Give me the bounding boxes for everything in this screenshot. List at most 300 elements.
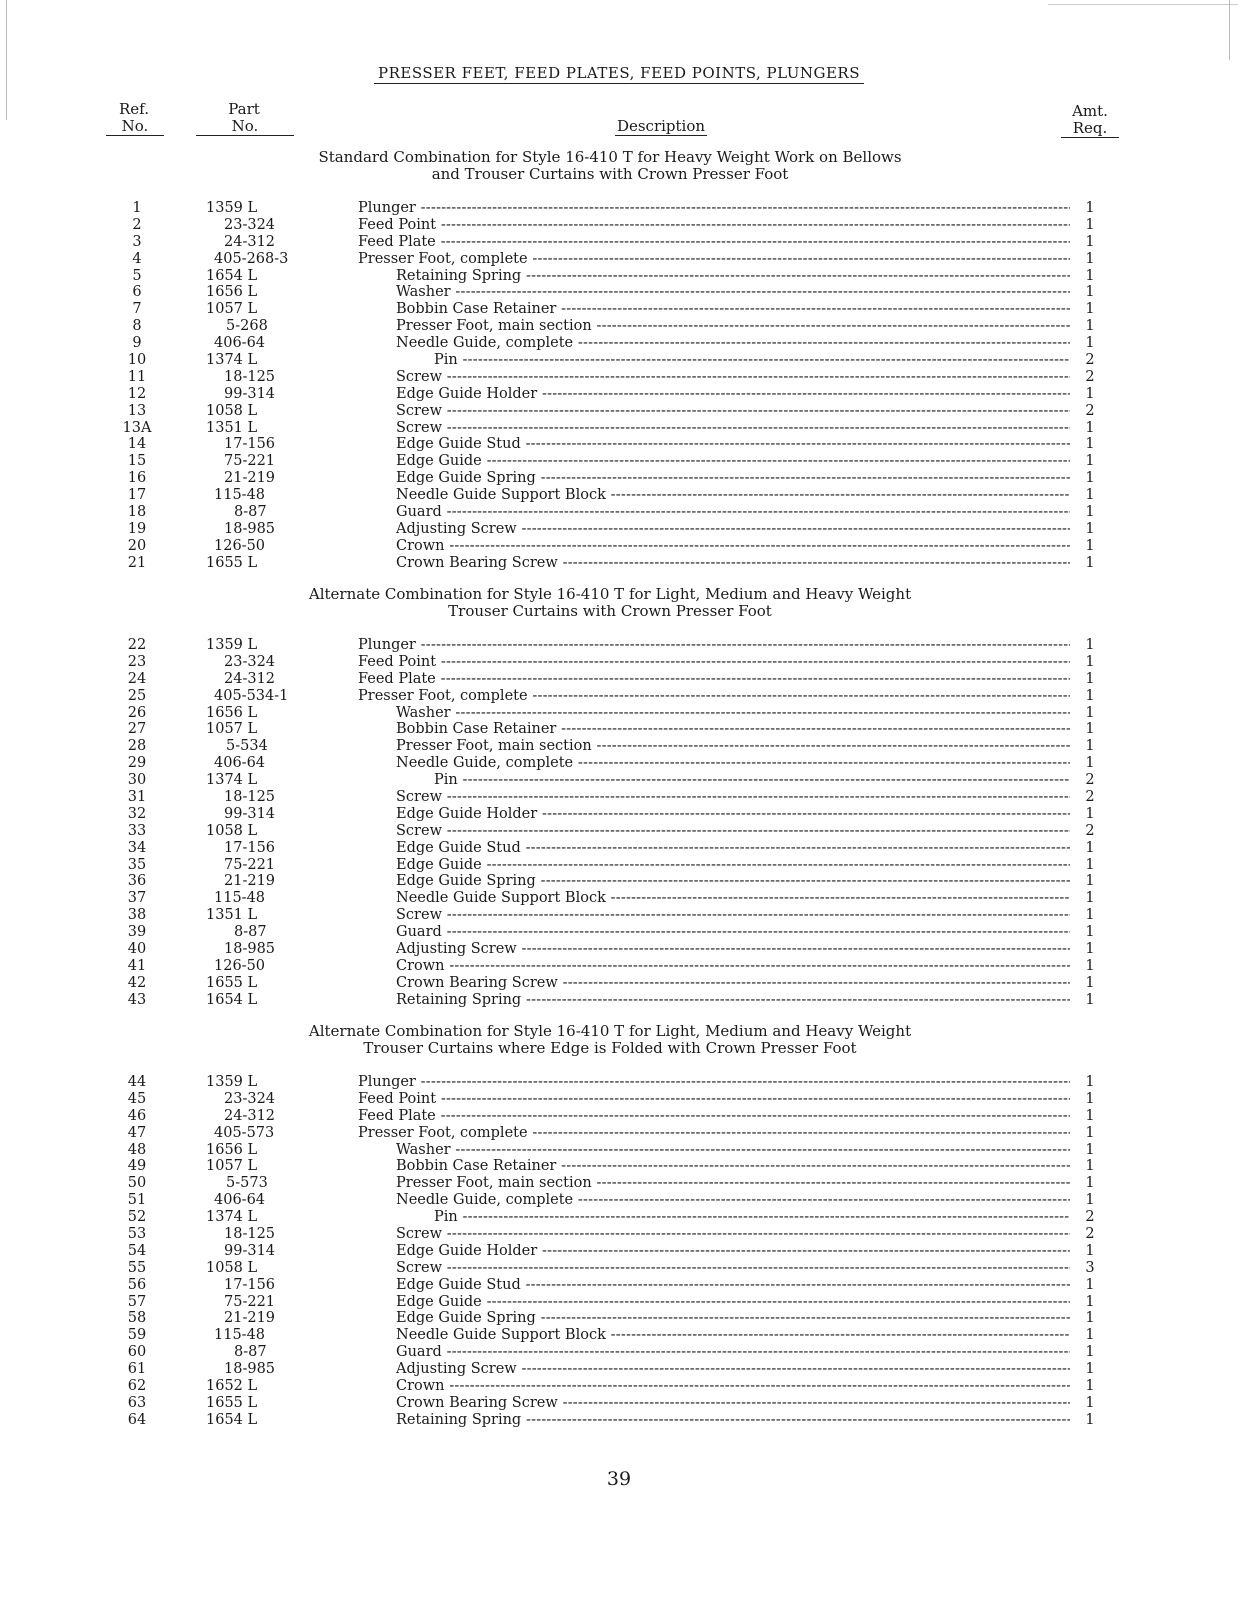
amount-required: 1 [1085, 1074, 1095, 1090]
part-description: Pin ----- [434, 1209, 1070, 1226]
parts-row [0, 200, 1238, 217]
amount-required: 3 [1085, 1259, 1095, 1276]
parts-row [0, 1260, 1238, 1277]
part-number: 18-125 [224, 1226, 276, 1243]
ref-number: 26 [127, 704, 147, 721]
part-description: Edge Guide ----- [396, 857, 1070, 874]
parts-row [0, 688, 1238, 705]
amount-required: 1 [1085, 301, 1095, 318]
part-number: 18-985 [224, 941, 276, 958]
part-description: Bobbin Case Retainer ----- [396, 301, 1070, 318]
section-1-title [240, 149, 980, 183]
amount-required: 1 [1085, 487, 1095, 504]
part-description: Screw ----- [396, 369, 1070, 386]
ref-number: 63 [127, 1394, 147, 1411]
amount-required: 1 [1085, 1107, 1095, 1124]
ref-number: 56 [127, 1276, 147, 1293]
parts-row [0, 1310, 1238, 1327]
amount-required: 2 [1085, 822, 1095, 839]
part-number: 1374 L [206, 772, 258, 789]
header-amt-req [1060, 103, 1120, 138]
part-description: Edge Guide Spring ----- [396, 1310, 1070, 1327]
amount-required: 1 [1085, 704, 1095, 721]
ref-number: 40 [127, 941, 147, 958]
part-number: 21-219 [224, 470, 276, 487]
parts-row [0, 318, 1238, 335]
scan-edge-right [1229, 0, 1230, 60]
part-description: Retaining Spring ----- [396, 1412, 1070, 1429]
parts-row [0, 1226, 1238, 1243]
header-part-no [196, 101, 292, 136]
part-number: 406-64 [214, 755, 266, 772]
part-number: 1359 L [206, 1074, 258, 1090]
amount-required: 1 [1085, 653, 1095, 670]
part-number: 1652 L [206, 1378, 258, 1395]
ref-number: 18 [127, 504, 147, 521]
parts-row [0, 268, 1238, 285]
parts-row [0, 772, 1238, 789]
ref-number: 12 [127, 385, 147, 402]
part-description: Edge Guide Stud ----- [396, 840, 1070, 857]
amount-required: 1 [1085, 267, 1095, 284]
amount-required: 1 [1085, 957, 1095, 974]
part-number: 17-156 [224, 839, 276, 856]
amount-required: 1 [1085, 890, 1095, 907]
amount-required: 1 [1085, 318, 1095, 335]
parts-row [0, 992, 1238, 1009]
part-description: Screw ----- [396, 1226, 1070, 1243]
part-number: 126-50 [214, 957, 266, 974]
part-description: Screw ----- [396, 420, 1070, 437]
part-description: Crown ----- [396, 958, 1070, 975]
ref-number: 44 [127, 1074, 147, 1090]
part-description: Needle Guide Support Block ----- [396, 1327, 1070, 1344]
part-description: Presser Foot, main section ----- [396, 318, 1070, 335]
ref-number: 9 [132, 335, 142, 352]
amount-required: 1 [1085, 1090, 1095, 1107]
amount-required: 2 [1085, 789, 1095, 806]
amount-required: 1 [1085, 924, 1095, 941]
ref-number: 17 [127, 487, 147, 504]
ref-number: 1 [132, 200, 142, 216]
part-description: Plunger ----- [358, 637, 1070, 654]
part-description: Feed Plate ----- [358, 234, 1070, 251]
parts-row [0, 352, 1238, 369]
part-number: 18-125 [224, 368, 276, 385]
part-description: Edge Guide Holder ----- [396, 1243, 1070, 1260]
part-description: Crown Bearing Screw ----- [396, 555, 1070, 572]
ref-number: 64 [127, 1411, 147, 1428]
part-number: 1359 L [206, 637, 258, 653]
part-number: 8-87 [234, 924, 267, 941]
page-title-text: PRESSER FEET, FEED PLATES, FEED POINTS, PLUNGERS [374, 64, 864, 84]
ref-number: 31 [127, 789, 147, 806]
part-description: Crown Bearing Screw ----- [396, 975, 1070, 992]
amount-required: 1 [1085, 991, 1095, 1008]
part-description: Edge Guide ----- [396, 1294, 1070, 1311]
part-number: 75-221 [224, 1293, 276, 1310]
part-description: Adjusting Screw ----- [396, 521, 1070, 538]
amount-required: 1 [1085, 419, 1095, 436]
ref-number: 4 [132, 250, 142, 267]
parts-row [0, 217, 1238, 234]
section-2-title [240, 586, 980, 620]
part-description: Edge Guide Holder ----- [396, 806, 1070, 823]
amount-required: 1 [1085, 335, 1095, 352]
part-number: 5-534 [226, 738, 268, 755]
part-number: 18-985 [224, 1361, 276, 1378]
part-description: Screw ----- [396, 403, 1070, 420]
part-number: 1655 L [206, 974, 258, 991]
parts-row [0, 1378, 1238, 1395]
amount-required: 1 [1085, 1141, 1095, 1158]
amount-required: 1 [1085, 470, 1095, 487]
parts-row [0, 1327, 1238, 1344]
ref-number: 35 [127, 856, 147, 873]
parts-row [0, 806, 1238, 823]
page-title [0, 64, 1238, 82]
parts-row [0, 840, 1238, 857]
ref-number: 59 [127, 1327, 147, 1344]
amount-required: 1 [1085, 1310, 1095, 1327]
parts-row [0, 789, 1238, 806]
part-number: 1057 L [206, 301, 258, 318]
ref-number: 41 [127, 957, 147, 974]
parts-row [0, 671, 1238, 688]
section-3-title-line-1: Alternate Combination for Style 16-410 T for Light, Medium and Heavy Weight [308, 1022, 912, 1040]
ref-number: 30 [127, 772, 147, 789]
ref-number: 62 [127, 1378, 147, 1395]
scan-edge-top [1048, 4, 1238, 5]
part-description: Crown Bearing Screw ----- [396, 1395, 1070, 1412]
amount-required: 1 [1085, 839, 1095, 856]
amount-required: 1 [1085, 453, 1095, 470]
ref-number: 8 [132, 318, 142, 335]
amount-required: 1 [1085, 805, 1095, 822]
parts-row [0, 1412, 1238, 1429]
part-description: Edge Guide ----- [396, 453, 1070, 470]
part-number: 99-314 [224, 805, 276, 822]
ref-number: 13 [127, 402, 147, 419]
section-2-rows [0, 637, 1238, 1009]
ref-number: 33 [127, 822, 147, 839]
parts-row [0, 755, 1238, 772]
part-number: 1654 L [206, 1411, 258, 1428]
amount-required: 2 [1085, 772, 1095, 789]
part-description: Screw ----- [396, 789, 1070, 806]
part-number: 406-64 [214, 335, 266, 352]
part-number: 1656 L [206, 284, 258, 301]
amount-required: 1 [1085, 941, 1095, 958]
part-description: Crown ----- [396, 1378, 1070, 1395]
parts-row [0, 1074, 1238, 1091]
ref-number: 47 [127, 1124, 147, 1141]
parts-row [0, 873, 1238, 890]
part-number: 8-87 [234, 504, 267, 521]
part-description: Screw ----- [396, 907, 1070, 924]
part-number: 8-87 [234, 1344, 267, 1361]
ref-number: 15 [127, 453, 147, 470]
amount-required: 2 [1085, 402, 1095, 419]
parts-row [0, 1091, 1238, 1108]
amount-required: 1 [1085, 1411, 1095, 1428]
header-part-line-2: No. [196, 118, 294, 136]
part-number: 17-156 [224, 436, 276, 453]
part-description: Plunger ----- [358, 1074, 1070, 1091]
ref-number: 42 [127, 974, 147, 991]
section-1-rows [0, 200, 1238, 572]
parts-row [0, 420, 1238, 437]
amount-required: 1 [1085, 1293, 1095, 1310]
ref-number: 37 [127, 890, 147, 907]
amount-required: 1 [1085, 738, 1095, 755]
part-description: Bobbin Case Retainer ----- [396, 721, 1070, 738]
part-number: 24-312 [224, 233, 276, 250]
ref-number: 22 [127, 637, 147, 653]
ref-number: 16 [127, 470, 147, 487]
ref-number: 32 [127, 805, 147, 822]
part-description: Presser Foot, complete ----- [358, 251, 1070, 268]
part-description: Retaining Spring ----- [396, 992, 1070, 1009]
ref-number: 51 [127, 1192, 147, 1209]
amount-required: 1 [1085, 1394, 1095, 1411]
parts-row [0, 470, 1238, 487]
ref-number: 55 [127, 1259, 147, 1276]
part-description: Needle Guide, complete ----- [396, 755, 1070, 772]
parts-row [0, 386, 1238, 403]
amount-required: 1 [1085, 1327, 1095, 1344]
part-description: Feed Plate ----- [358, 671, 1070, 688]
amount-required: 1 [1085, 436, 1095, 453]
amount-required: 1 [1085, 670, 1095, 687]
part-description: Screw ----- [396, 1260, 1070, 1277]
ref-number: 21 [127, 554, 147, 571]
part-description: Needle Guide, complete ----- [396, 1192, 1070, 1209]
part-description: Pin ----- [434, 352, 1070, 369]
parts-row [0, 301, 1238, 318]
part-description: Washer ----- [396, 705, 1070, 722]
parts-row [0, 907, 1238, 924]
amount-required: 1 [1085, 216, 1095, 233]
amount-required: 1 [1085, 1344, 1095, 1361]
part-description: Presser Foot, main section ----- [396, 738, 1070, 755]
part-number: 1654 L [206, 991, 258, 1008]
parts-row [0, 1294, 1238, 1311]
part-number: 1656 L [206, 1141, 258, 1158]
part-number: 21-219 [224, 1310, 276, 1327]
part-description: Needle Guide Support Block ----- [396, 487, 1070, 504]
part-number: 405-534-1 [214, 687, 289, 704]
header-part-line-1: Part [228, 100, 260, 118]
part-description: Guard ----- [396, 504, 1070, 521]
amount-required: 1 [1085, 1124, 1095, 1141]
parts-row [0, 1209, 1238, 1226]
ref-number: 19 [127, 520, 147, 537]
part-description: Guard ----- [396, 1344, 1070, 1361]
ref-number: 61 [127, 1361, 147, 1378]
parts-row [0, 436, 1238, 453]
amount-required: 1 [1085, 200, 1095, 216]
parts-row [0, 234, 1238, 251]
part-description: Adjusting Screw ----- [396, 941, 1070, 958]
ref-number: 10 [127, 352, 147, 369]
part-number: 1058 L [206, 402, 258, 419]
parts-row [0, 924, 1238, 941]
ref-number: 53 [127, 1226, 147, 1243]
part-description: Screw ----- [396, 823, 1070, 840]
part-description: Needle Guide, complete ----- [396, 335, 1070, 352]
part-number: 99-314 [224, 385, 276, 402]
part-description: Edge Guide Spring ----- [396, 470, 1070, 487]
part-number: 1374 L [206, 352, 258, 369]
parts-row [0, 1395, 1238, 1412]
ref-number: 7 [132, 301, 142, 318]
ref-number: 58 [127, 1310, 147, 1327]
parts-row [0, 654, 1238, 671]
part-number: 1057 L [206, 1158, 258, 1175]
section-3-title-line-2: Trouser Curtains where Edge is Folded with Crown Presser Foot [363, 1039, 857, 1057]
parts-row [0, 1192, 1238, 1209]
part-number: 406-64 [214, 1192, 266, 1209]
part-description: Pin ----- [434, 772, 1070, 789]
part-description: Washer ----- [396, 284, 1070, 301]
part-number: 21-219 [224, 873, 276, 890]
amount-required: 2 [1085, 1226, 1095, 1243]
part-number: 24-312 [224, 1107, 276, 1124]
part-number: 23-324 [224, 1090, 276, 1107]
part-number: 75-221 [224, 856, 276, 873]
ref-number: 27 [127, 721, 147, 738]
section-3-rows [0, 1074, 1238, 1429]
parts-row [0, 403, 1238, 420]
scan-edge-left [6, 0, 7, 120]
part-description: Bobbin Case Retainer ----- [396, 1158, 1070, 1175]
parts-row [0, 1361, 1238, 1378]
part-number: 126-50 [214, 537, 266, 554]
parts-row [0, 975, 1238, 992]
amount-required: 1 [1085, 721, 1095, 738]
parts-row [0, 1344, 1238, 1361]
ref-number: 49 [127, 1158, 147, 1175]
part-number: 1058 L [206, 822, 258, 839]
part-number: 1359 L [206, 200, 258, 216]
part-description: Plunger ----- [358, 200, 1070, 217]
part-description: Adjusting Screw ----- [396, 1361, 1070, 1378]
header-ref-line-2: No. [106, 118, 164, 136]
ref-number: 24 [127, 670, 147, 687]
amount-required: 1 [1085, 385, 1095, 402]
amount-required: 1 [1085, 974, 1095, 991]
amount-required: 1 [1085, 1175, 1095, 1192]
parts-row [0, 857, 1238, 874]
ref-number: 36 [127, 873, 147, 890]
section-3-title [240, 1023, 980, 1057]
ref-number: 25 [127, 687, 147, 704]
part-description: Feed Plate ----- [358, 1108, 1070, 1125]
parts-row [0, 941, 1238, 958]
ref-number: 50 [127, 1175, 147, 1192]
ref-number: 45 [127, 1090, 147, 1107]
ref-number: 6 [132, 284, 142, 301]
part-number: 1654 L [206, 267, 258, 284]
parts-row [0, 823, 1238, 840]
ref-number: 23 [127, 653, 147, 670]
part-description: Feed Point ----- [358, 1091, 1070, 1108]
part-number: 17-156 [224, 1276, 276, 1293]
part-number: 18-985 [224, 520, 276, 537]
amount-required: 1 [1085, 1361, 1095, 1378]
parts-row [0, 538, 1238, 555]
part-description: Presser Foot, complete ----- [358, 1125, 1070, 1142]
part-number: 1656 L [206, 704, 258, 721]
parts-row [0, 705, 1238, 722]
ref-number: 14 [127, 436, 147, 453]
amount-required: 1 [1085, 755, 1095, 772]
section-2-title-line-1: Alternate Combination for Style 16-410 T for Light, Medium and Heavy Weight [308, 585, 912, 603]
part-number: 1655 L [206, 1394, 258, 1411]
ref-number: 57 [127, 1293, 147, 1310]
amount-required: 1 [1085, 1242, 1095, 1259]
parts-row [0, 721, 1238, 738]
amount-required: 1 [1085, 907, 1095, 924]
part-description: Edge Guide Holder ----- [396, 386, 1070, 403]
part-number: 18-125 [224, 789, 276, 806]
ref-number: 60 [127, 1344, 147, 1361]
part-number: 405-268-3 [214, 250, 289, 267]
part-description: Washer ----- [396, 1142, 1070, 1159]
parts-row [0, 251, 1238, 268]
parts-row [0, 555, 1238, 572]
amount-required: 1 [1085, 856, 1095, 873]
amount-required: 2 [1085, 352, 1095, 369]
part-number: 1374 L [206, 1209, 258, 1226]
ref-number: 46 [127, 1107, 147, 1124]
page-number: 39 [606, 1468, 632, 1490]
part-description: Edge Guide Stud ----- [396, 1277, 1070, 1294]
parts-row [0, 890, 1238, 907]
amount-required: 1 [1085, 637, 1095, 653]
amount-required: 1 [1085, 284, 1095, 301]
parts-row [0, 1125, 1238, 1142]
header-ref-line-1: Ref. [119, 100, 149, 118]
part-number: 115-48 [214, 890, 266, 907]
amount-required: 1 [1085, 687, 1095, 704]
amount-required: 1 [1085, 1192, 1095, 1209]
ref-number: 28 [127, 738, 147, 755]
ref-number: 34 [127, 839, 147, 856]
header-description [608, 118, 714, 136]
part-description: Guard ----- [396, 924, 1070, 941]
ref-number: 3 [132, 233, 142, 250]
part-number: 1351 L [206, 419, 258, 436]
part-number: 1655 L [206, 554, 258, 571]
part-number: 24-312 [224, 670, 276, 687]
amount-required: 1 [1085, 554, 1095, 571]
parts-row [0, 504, 1238, 521]
parts-row [0, 1142, 1238, 1159]
amount-required: 1 [1085, 537, 1095, 554]
ref-number: 38 [127, 907, 147, 924]
part-number: 115-48 [214, 487, 266, 504]
amount-required: 1 [1085, 873, 1095, 890]
amount-required: 1 [1085, 250, 1095, 267]
part-number: 23-324 [224, 653, 276, 670]
part-number: 405-573 [214, 1124, 275, 1141]
part-number: 1058 L [206, 1259, 258, 1276]
part-description: Edge Guide Spring ----- [396, 873, 1070, 890]
parts-row [0, 738, 1238, 755]
amount-required: 1 [1085, 1378, 1095, 1395]
